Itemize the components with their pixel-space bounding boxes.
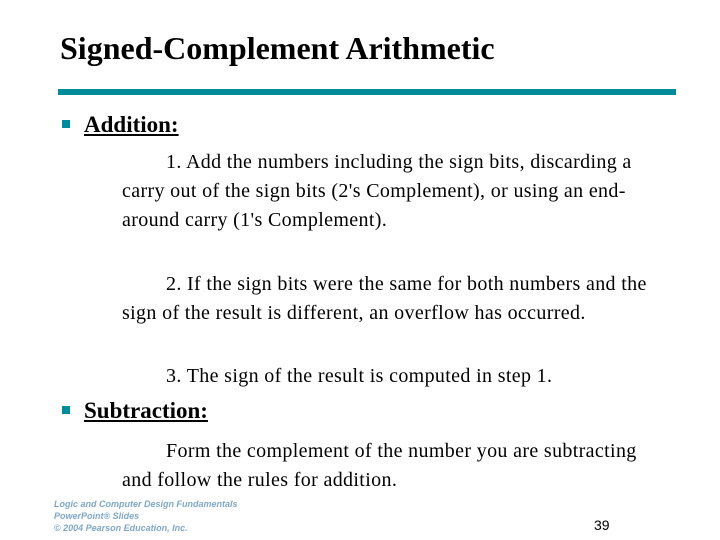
footer-credits xyxy=(54,498,238,534)
footer-line-1: Logic and Computer Design Fundamentals xyxy=(54,499,238,509)
addition-step-3: 3. The sign of the result is computed in step 1. xyxy=(166,365,553,387)
subtraction-heading xyxy=(62,398,208,424)
subtraction-label: Subtraction: xyxy=(84,398,208,423)
square-bullet-icon xyxy=(62,406,70,414)
addition-label: Addition: xyxy=(84,112,179,137)
page-number: 39 xyxy=(594,517,610,533)
addition-step-2: 2. If the sign bits were the same for both numbers and the sign of the result is different, an overflow has occurred. xyxy=(122,273,647,324)
addition-step-1: 1. Add the numbers including the sign bits, discarding a carry out of the sign bits (2's Complement), or using an end-around carry (1's Complement). xyxy=(122,151,632,231)
subtraction-text: Form the complement of the number you are subtracting and follow the rules for addition. xyxy=(122,440,637,491)
footer-line-3: © 2004 Pearson Education, Inc. xyxy=(54,523,188,533)
footer-line-2: PowerPoint® Slides xyxy=(54,511,140,521)
page-title: Signed-Complement Arithmetic xyxy=(60,30,495,66)
addition-heading xyxy=(62,112,179,138)
title-divider xyxy=(58,89,676,95)
square-bullet-icon xyxy=(62,120,70,128)
